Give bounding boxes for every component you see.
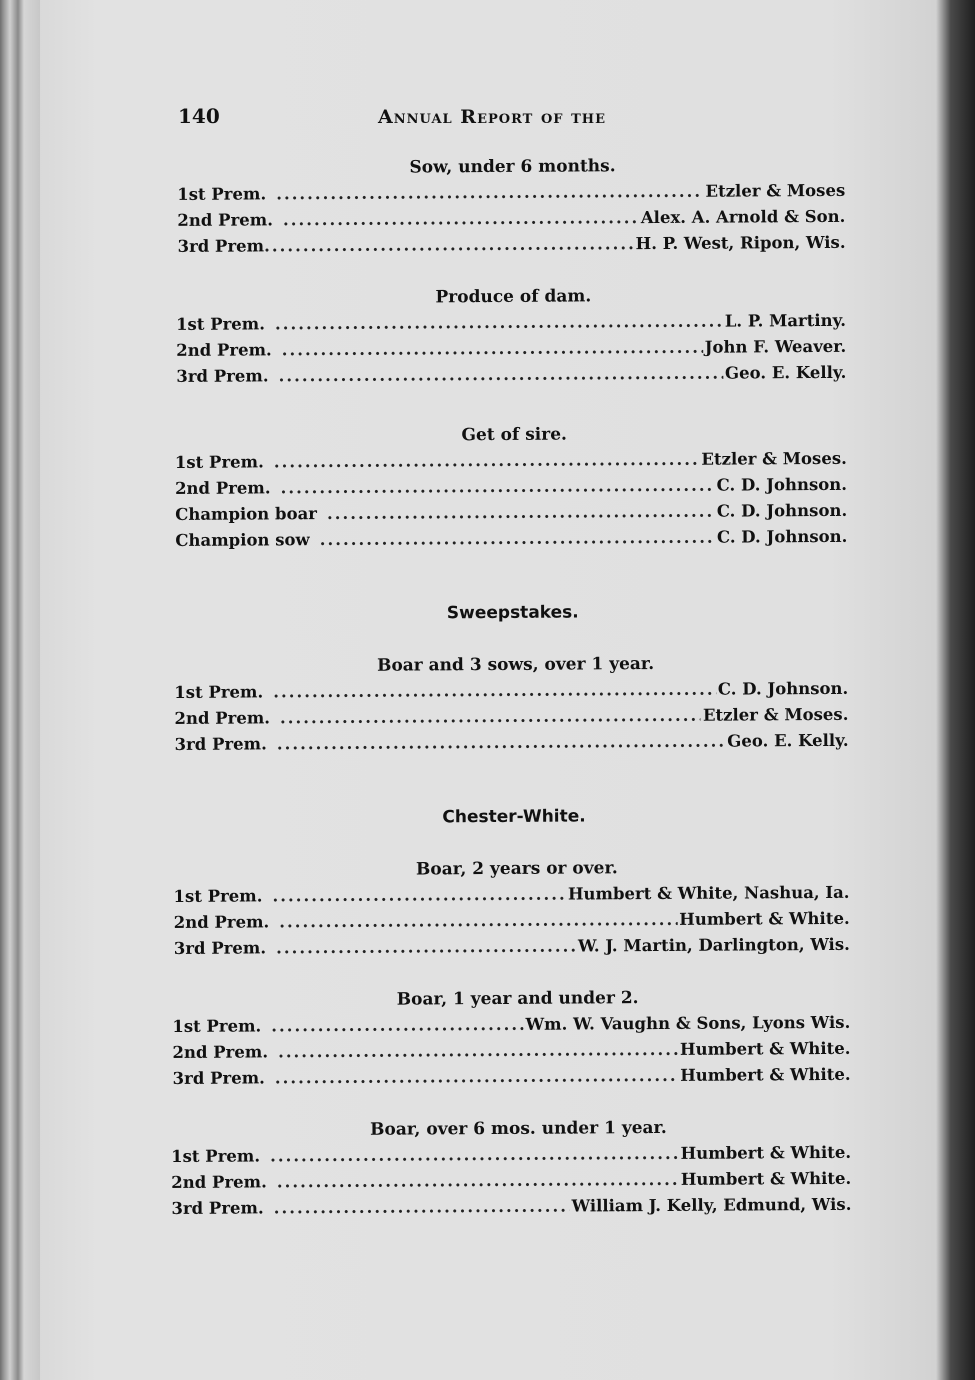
premium-label: 1st Prem.: [174, 452, 264, 472]
winner-name: John F. Weaver.: [704, 336, 847, 357]
list-item: [175, 472, 847, 502]
list-item: [174, 702, 848, 732]
dot-leader: [274, 447, 700, 476]
winner-name: C. D. Johnson.: [716, 474, 848, 495]
dot-leader: [264, 231, 634, 259]
dot-leader: [282, 335, 703, 364]
book-binding-edge: [0, 0, 40, 1380]
section-heading: Produce of dam.: [435, 286, 592, 308]
premium-label: Champion boar: [175, 504, 318, 524]
premium-label: 1st Prem.: [171, 1146, 261, 1166]
list-item: [171, 1192, 851, 1222]
premium-label: 3rd Prem.: [174, 734, 267, 754]
winner-name: L. P. Martiny.: [724, 310, 847, 331]
list-item: [174, 676, 848, 706]
premium-label: 2nd Prem.: [176, 340, 272, 360]
section-heading: Boar, 1 year and under 2.: [396, 988, 639, 1010]
list-item: [172, 1010, 850, 1040]
premium-label: 3rd Prem.: [176, 366, 269, 386]
winner-name: H. P. West, Ripon, Wis.: [635, 232, 846, 254]
winner-name: W. J. Martin, Darlington, Wis.: [577, 934, 850, 956]
winner-name: Etzler & Moses: [705, 180, 846, 201]
dot-leader: [279, 361, 724, 390]
winner-name: C. D. Johnson.: [717, 678, 849, 699]
list-item: [173, 1062, 851, 1092]
winner-name: Humbert & White.: [680, 1168, 852, 1189]
list-item: [175, 446, 847, 476]
dot-leader: [271, 1012, 524, 1040]
winner-name: Geo. E. Kelly.: [727, 730, 849, 751]
list-item: [177, 230, 845, 260]
premium-label: Champion sow: [175, 530, 310, 550]
list-item: [175, 524, 847, 554]
dot-leader: [277, 1167, 679, 1195]
premium-label: 3rd Prem: [177, 236, 265, 256]
section-heading: Boar, over 6 mos. under 1 year.: [370, 1117, 667, 1140]
list-item: [174, 932, 850, 962]
premium-label: 3rd Prem.: [173, 938, 267, 958]
list-item: [176, 334, 846, 364]
section-heading: Boar and 3 sows, over 1 year.: [376, 654, 655, 676]
section-heading: Get of sire.: [461, 424, 567, 446]
list-item: [176, 360, 846, 390]
premium-label: 2nd Prem.: [172, 1042, 269, 1062]
list-item: [176, 308, 846, 338]
premium-label: 2nd Prem.: [177, 210, 274, 230]
winner-name: Humbert & White.: [679, 908, 850, 929]
section-heading: Sow, under 6 months.: [409, 156, 616, 178]
dot-leader: [281, 473, 715, 502]
winner-name: Etzler & Moses.: [701, 448, 847, 469]
premium-label: 1st Prem.: [173, 886, 263, 906]
group-heading: Chester-White.: [442, 806, 586, 828]
dot-leader: [274, 1194, 570, 1222]
list-item: [177, 178, 845, 208]
dot-leader: [275, 1063, 678, 1091]
running-head: Annual Report of the: [378, 106, 606, 128]
premium-label: 2nd Prem.: [174, 708, 271, 728]
winner-name: Humbert & White, Nashua, Ia.: [567, 882, 850, 904]
dot-leader: [279, 907, 677, 935]
dot-leader: [275, 309, 723, 338]
list-item: [175, 498, 847, 528]
winner-name: William J. Kelly, Edmund, Wis.: [571, 1194, 852, 1216]
winner-name: C. D. Johnson.: [716, 500, 848, 521]
premium-label: 3rd Prem.: [172, 1068, 265, 1088]
winner-name: Humbert & White.: [679, 1038, 851, 1059]
premium-label: 1st Prem.: [172, 1016, 262, 1036]
dot-leader: [283, 205, 639, 233]
page-number: 140: [178, 104, 220, 128]
dot-leader: [277, 729, 726, 758]
dot-leader: [272, 882, 566, 910]
winner-name: Alex. A. Arnold & Son.: [640, 206, 846, 228]
premium-label: 1st Prem.: [175, 314, 266, 334]
section-heading: Boar, 2 years or over.: [415, 858, 618, 880]
winner-name: Humbert & White.: [680, 1142, 852, 1163]
dot-leader: [278, 1037, 678, 1065]
premium-label: 2nd Prem.: [173, 912, 270, 932]
list-item: [174, 906, 850, 936]
premium-label: 1st Prem.: [177, 184, 267, 204]
winner-name: Geo. E. Kelly.: [724, 362, 847, 383]
group-heading: Sweepstakes.: [446, 602, 579, 624]
list-item: [177, 204, 845, 234]
dot-leader: [320, 525, 715, 553]
premium-label: 3rd Prem.: [171, 1198, 264, 1218]
premium-list: [165, 152, 851, 1222]
dot-leader: [280, 703, 701, 732]
page-header: [178, 104, 658, 134]
winner-name: C. D. Johnson.: [716, 526, 848, 547]
dot-leader: [270, 1141, 679, 1169]
list-item: [173, 880, 849, 910]
dot-leader: [327, 499, 715, 527]
winner-name: Humbert & White.: [680, 1064, 851, 1085]
dot-leader: [273, 677, 716, 706]
premium-label: 2nd Prem.: [174, 478, 271, 498]
winner-name: Wm. W. Vaughn & Sons, Lyons Wis.: [525, 1012, 851, 1034]
dot-leader: [276, 179, 703, 208]
winner-name: Etzler & Moses.: [702, 704, 849, 725]
premium-label: 1st Prem.: [174, 682, 264, 702]
list-item: [175, 728, 849, 758]
list-item: [172, 1036, 850, 1066]
premium-label: 2nd Prem.: [171, 1172, 267, 1192]
dot-leader: [276, 934, 576, 962]
